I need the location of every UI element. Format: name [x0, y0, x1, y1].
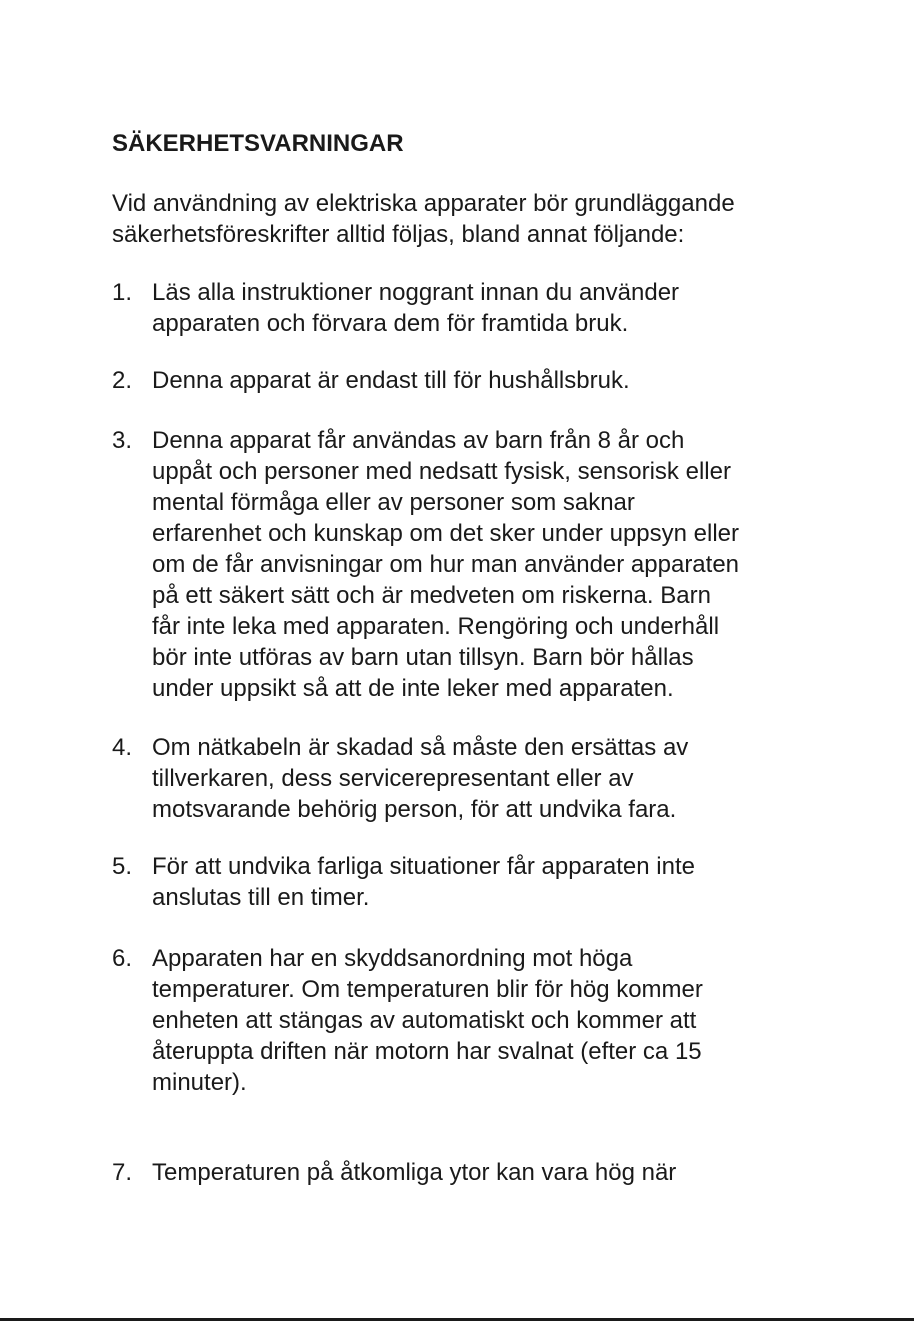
- item-line: minuter).: [152, 1069, 247, 1096]
- item-line: får inte leka med apparaten. Rengöring och underhåll: [152, 613, 720, 640]
- item-line: Apparaten har en skyddsanordning mot höga: [152, 945, 633, 972]
- item-line: Denna apparat är endast till för hushållsbruk.: [152, 367, 630, 394]
- item-line: om de får anvisningar om hur man använder apparaten: [152, 551, 740, 578]
- item-line: För att undvika farliga situationer får apparaten inte: [152, 853, 695, 880]
- item-line: motsvarande behörig person, för att undvika fara.: [152, 796, 677, 823]
- item-line: Temperaturen på åtkomliga ytor kan vara hög när: [152, 1159, 677, 1186]
- item-line: under uppsikt så att de inte leker med apparaten.: [152, 675, 674, 702]
- list-item-5: [112, 851, 832, 913]
- item-number: 5.: [112, 853, 133, 880]
- item-line: bör inte utföras av barn utan tillsyn. Barn bör hållas: [152, 644, 694, 671]
- list-item-1: [112, 277, 832, 339]
- item-line: återuppta driften när motorn har svalnat (efter ca 15: [152, 1038, 702, 1065]
- list-item-3: [112, 425, 832, 704]
- list-item-4: [112, 732, 832, 825]
- item-line: på ett säkert sätt och är medveten om riskerna. Barn: [152, 582, 711, 609]
- page-bottom-divider: [0, 1318, 914, 1321]
- item-line: mental förmåga eller av personer som saknar: [152, 489, 635, 516]
- item-line: apparaten och förvara dem för framtida bruk.: [152, 310, 629, 337]
- item-line: anslutas till en timer.: [152, 884, 370, 911]
- item-number: 3.: [112, 427, 133, 454]
- item-line: Om nätkabeln är skadad så måste den ersättas av: [152, 734, 689, 761]
- item-number: 6.: [112, 945, 133, 972]
- item-number: 7.: [112, 1159, 133, 1186]
- item-line: erfarenhet och kunskap om det sker under uppsyn eller: [152, 520, 740, 547]
- intro-text: Vid användning av elektriska apparater bör grundläggande säkerhetsföreskrifter alltid följas, bland annat följande:: [112, 190, 735, 248]
- item-line: tillverkaren, dess servicerepresentant eller av: [152, 765, 634, 792]
- item-number: 4.: [112, 734, 133, 761]
- item-number: 2.: [112, 367, 133, 394]
- item-line: Läs alla instruktioner noggrant innan du använder: [152, 279, 680, 306]
- intro-paragraph: [112, 188, 832, 250]
- page-title: SÄKERHETSVARNINGAR: [112, 130, 404, 157]
- list-item-7: [112, 1157, 832, 1188]
- item-number: 1.: [112, 279, 133, 306]
- list-item-2: [112, 365, 832, 396]
- item-line: uppåt och personer med nedsatt fysisk, sensorisk eller: [152, 458, 731, 485]
- item-line: temperaturer. Om temperaturen blir för hög kommer: [152, 976, 703, 1003]
- item-line: Denna apparat får användas av barn från 8 år och: [152, 427, 685, 454]
- item-line: enheten att stängas av automatiskt och kommer att: [152, 1007, 697, 1034]
- list-item-6: [112, 943, 832, 1098]
